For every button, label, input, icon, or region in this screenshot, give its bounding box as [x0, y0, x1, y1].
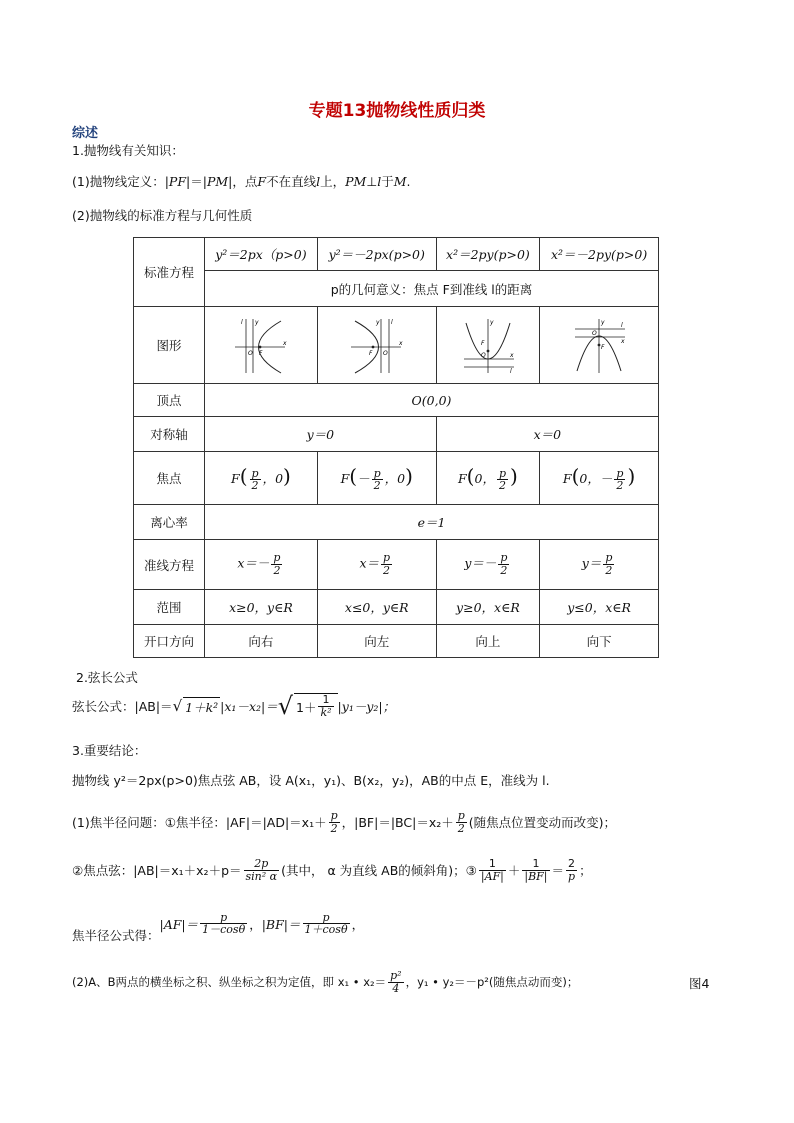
label-directrix: 准线方程 [134, 540, 205, 590]
range-up: y≥0，x∈R [436, 590, 540, 625]
coordinate-product-line: (2)A、B两点的横坐标之积、纵坐标之积为定值，即 x₁ • x₂＝ $\frac{\text{p²}}{4}$ ，y₁ • y₂＝－p²(随焦点动而变)； [72, 968, 579, 995]
svg-text:F: F [601, 344, 605, 351]
svg-text:l: l [509, 368, 512, 375]
svg-text:l: l [621, 322, 623, 329]
label-focus: 焦点 [134, 452, 205, 505]
focal-radius-formula: 焦半径公式得： |AF|＝ $\frac{p}{1-\cos\theta}$ ， |BF|＝ $\frac{p}{1+\cos\theta}$ ， [72, 910, 365, 943]
equation-down: x²＝－2py(p>0) [540, 238, 659, 271]
directrix-right: x＝－ $\frac{p}{2}$ [205, 540, 318, 590]
svg-text:F: F [480, 340, 485, 347]
overview-heading: 综述 [72, 126, 99, 141]
svg-text:y: y [601, 319, 605, 326]
section3-heading: 3.重要结论： [72, 743, 147, 758]
axis-horizontal: y＝0 [205, 417, 437, 452]
svg-text:l: l [390, 319, 393, 326]
table-row [134, 271, 659, 307]
opening-right: 向右 [205, 625, 318, 658]
directrix-left: x＝ $\frac{p}{2}$ [317, 540, 436, 590]
label-eccentricity: 离心率 [134, 505, 205, 540]
focus-point [487, 350, 490, 353]
table-row [134, 540, 659, 590]
svg-text:O: O [592, 330, 597, 337]
page-title: 专题13抛物线性质归类 [308, 101, 486, 121]
opening-left: 向左 [317, 625, 436, 658]
standard-equation-subheading: (2)抛物线的标准方程与几何性质 [72, 208, 253, 223]
label-opening: 开口方向 [134, 625, 205, 658]
parabola-definition: (1)抛物线定义：|PF|＝|PM|，点F不在直线l上，PM⊥l于M. [72, 174, 411, 189]
svg-text:x: x [398, 340, 403, 347]
section1-heading: 1.抛物线有关知识： [72, 143, 184, 158]
parabola-left-graph [349, 315, 405, 375]
focus-point [371, 346, 374, 349]
range-left: x≤0，y∈R [317, 590, 436, 625]
label-range: 范围 [134, 590, 205, 625]
focus-up: F(0， $\frac{p}{2}$ ) [436, 452, 540, 505]
table-row [134, 417, 659, 452]
focus-right: F( $\frac{p}{2}$ ，0) [205, 452, 318, 505]
table-row [134, 307, 659, 384]
graph-cell-down [540, 307, 659, 384]
eccentricity-value: e＝1 [205, 505, 659, 540]
table-row [134, 505, 659, 540]
parabola-down-graph [571, 315, 627, 375]
table-row [134, 452, 659, 505]
opening-up: 向上 [436, 625, 540, 658]
svg-text:O: O [480, 352, 486, 359]
svg-text:O: O [247, 350, 253, 357]
focus-point [598, 344, 601, 347]
svg-text:l: l [240, 319, 243, 326]
svg-text:F: F [368, 350, 373, 357]
svg-text:x: x [509, 352, 514, 359]
table-row [134, 625, 659, 658]
graph-cell-left [317, 307, 436, 384]
focal-chord-line: ②焦点弦：|AB|＝x₁＋x₂＋p＝ $\frac{2p}{\text{sin² α}}$ (其中， α 为直线 AB的倾斜角)；③ $\frac{1}{|AF|}$ ＋ $\frac{1}{|BF|}$ ＝ $\frac{2}{p}$ ； [72, 856, 592, 883]
focus-left: F(－ $\frac{p}{2}$ ，0) [317, 452, 436, 505]
equation-up: x²＝2py(p>0) [436, 238, 540, 271]
chord-length-formula: 弦长公式：|AB|＝ √ 1＋k² |x₁－x₂|＝ √ 1＋ $\frac{1}{\text{k²}}$ |y₁－y₂|； [72, 692, 396, 720]
svg-text:F: F [258, 350, 263, 357]
figure-label: 图4 [689, 976, 710, 991]
vertex-value: O(0,0) [205, 384, 659, 417]
table-row [134, 384, 659, 417]
svg-text:y: y [254, 319, 259, 326]
focus-point [259, 346, 262, 349]
svg-text:y: y [375, 319, 380, 326]
section2-heading: 2.弦长公式 [76, 670, 138, 685]
graph-cell-up [436, 307, 540, 384]
directrix-up: y＝－ $\frac{p}{2}$ [436, 540, 540, 590]
directrix-down: y＝ $\frac{p}{2}$ [540, 540, 659, 590]
parabola-right-graph [233, 315, 289, 375]
label-axis: 对称轴 [134, 417, 205, 452]
focal-radius-line: (1)焦半径问题：①焦半径：|AF|＝|AD|＝x₁＋ $\frac{p}{2}$ ，|BF|＝|BC|＝x₂＋ $\frac{p}{2}$ (随焦点位置变动而改变)； [72, 808, 617, 835]
equation-right: y²＝2px（p>0) [205, 238, 318, 271]
axis-vertical: x＝0 [436, 417, 658, 452]
label-vertex: 顶点 [134, 384, 205, 417]
svg-text:x: x [621, 338, 625, 345]
svg-text:x: x [282, 340, 287, 347]
range-down: y≤0，x∈R [540, 590, 659, 625]
table-row [134, 590, 659, 625]
equation-left: y²＝－2px(p>0) [317, 238, 436, 271]
svg-text:O: O [382, 350, 388, 357]
parabola-up-graph [460, 315, 516, 375]
table-row [134, 238, 659, 271]
focus-down: F(0，－ $\frac{p}{2}$ ) [540, 452, 659, 505]
focal-chord-intro: 抛物线 y²＝2px(p>0)焦点弦 AB，设 A(x₁，y₁)、B(x₂，y₂)，AB的中点 E，准线为 l. [72, 773, 550, 788]
svg-text:y: y [489, 319, 494, 326]
label-graph: 图形 [134, 307, 205, 384]
label-standard-equation: 标准方程 [134, 238, 205, 307]
p-geometric-meaning: p的几何意义：焦点 F到准线 l的距离 [205, 271, 659, 307]
range-right: x≥0，y∈R [205, 590, 318, 625]
graph-cell-right [205, 307, 318, 384]
opening-down: 向下 [540, 625, 659, 658]
parabola-properties-table [133, 237, 659, 658]
